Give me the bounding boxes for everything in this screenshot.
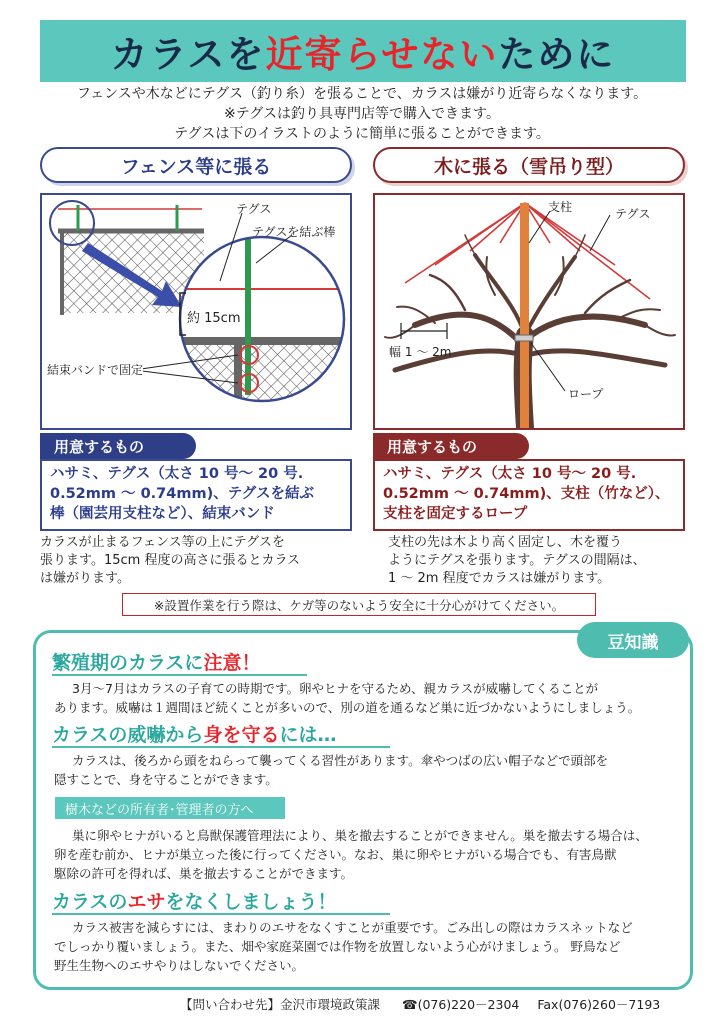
fence-item-line: 0.52mm ～ 0.74mm)、テグスを結ぶ	[50, 486, 314, 502]
contact-tel: ☎(076)220－2304	[402, 997, 520, 1012]
contact-fax: Fax(076)260－7193	[537, 997, 661, 1012]
para-line: 駆除の許可を得れば、巣を撤去することができます。	[54, 866, 354, 881]
para-line: 3月～7月はカラスの子育ての時期です。卵やヒナを守るため、親カラスが威嚇してくることが	[72, 681, 599, 696]
safety-note: ※設置作業を行う際は、ケガ等のないよう安全に十分心がけてください。	[122, 593, 596, 616]
owner-text	[54, 826, 684, 883]
label-width: 幅 1 ～ 2m	[389, 345, 452, 359]
tree-diagram	[375, 195, 683, 428]
tree-desc-line: 支柱の先は木より高く固定し、木を覆う	[388, 535, 623, 550]
fence-header: フェンス等に張る	[40, 147, 352, 183]
underline	[52, 674, 307, 676]
tips-badge: 豆知識	[577, 622, 689, 658]
para-line: 野生生物へのエサやりはしないでください。	[54, 958, 305, 973]
intro-line-1: フェンスや木などにテグス（釣り糸）を張ることで、カラスは嫌がり近寄らなくなります。	[76, 86, 648, 102]
footer-contact	[180, 995, 700, 1013]
fence-description	[40, 534, 356, 588]
tree-item-line: 支柱を固定するロープ	[383, 506, 528, 522]
para-line: でしっかり覆いましょう。また、畑や家庭菜園では作物を放置しないよう心がけましょう。 野鳥など	[54, 939, 621, 954]
label-tie-pole: テグスを結ぶ棒	[252, 225, 336, 239]
section-title-part: エサ	[127, 891, 166, 913]
para-line: カラス被害を減らすには、まわりのエサをなくすことが重要です。ごみ出しの際はカラスネットなど	[72, 920, 633, 935]
fence-item-line: 棒（園芸用支柱など）、結束バンド	[50, 506, 275, 522]
tree-description	[388, 534, 686, 588]
intro-line-2: ※テグスは釣り具専門店等で購入できます。	[224, 106, 500, 122]
label-height: 約 15cm	[187, 311, 241, 326]
tree-prep-label: 用意するもの	[373, 433, 529, 459]
section-title-part: カラスの	[52, 891, 128, 913]
rope-wrap	[515, 335, 533, 341]
section-title-part: には…	[279, 724, 337, 746]
label-band: 結束バンドで固定	[47, 363, 144, 377]
owner-label: 樹木などの所有者･管理者の方へ	[55, 797, 285, 819]
para-line: あります。威嚇は１週間ほど続くことが多いので、別の道を通るなど巣に近づかないようにしましょう。	[54, 700, 641, 715]
section-title-part: 注意！	[203, 652, 261, 674]
contact-dept: 【問い合わせ先】金沢市環境政策課	[180, 997, 381, 1012]
fence-desc-line: カラスが止まるフェンス等の上にテグスを	[40, 535, 285, 550]
para-line: カラスは、後ろから頭をねらって襲ってくる習性があります。傘やつばの広い帽子などで頭部を	[72, 753, 609, 768]
section-breeding-text	[54, 679, 684, 717]
tree-item-line: 0.52mm ～ 0.74mm)、支柱（竹など）、	[383, 486, 670, 502]
tree-header: 木に張る（雪吊り型）	[373, 147, 685, 183]
para-line: 巣に卵やヒナがいると鳥獣保護管理法により、巣を撤去することができません。巣を撤去する場合は、	[72, 828, 648, 843]
title-part-3: ために	[498, 33, 616, 76]
tree-desc-line: 1 ～ 2m 程度でカラスは嫌がります。	[388, 571, 611, 586]
tree-desc-line: ようにテグスを張ります。テグスの間隔は、	[388, 553, 646, 568]
fence-desc-line: 張ります。15cm 程度の高さに張るとカラス	[40, 553, 301, 568]
tree-illustration	[373, 193, 685, 430]
zoomed-fence-mesh	[172, 345, 350, 428]
section-breeding-title	[52, 648, 260, 675]
underline	[52, 913, 390, 915]
section-title-part: カラスの威嚇から	[52, 724, 204, 746]
title-part-2: 近寄らせない	[265, 33, 499, 76]
fence-desc-line: は嫌がります。	[40, 571, 130, 586]
fence-items	[40, 459, 352, 531]
tree-items	[373, 459, 685, 531]
tree-item-line: ハサミ、テグス（太さ 10 号～ 20 号.	[383, 466, 637, 482]
support-pole	[520, 203, 529, 428]
para-line: 卵を産む前か、ヒナが巣立った後に行ってください。なお、巣に卵やヒナがいる場合でも、有害鳥獣	[54, 847, 617, 862]
intro-line-3: テグスは下のイラストのように簡単に張ることができます。	[174, 126, 550, 142]
fence-prep-label: 用意するもの	[40, 433, 196, 459]
section-food-title	[52, 887, 336, 914]
section-food-text	[54, 918, 684, 975]
fence-illustration	[40, 193, 352, 430]
page-title	[111, 24, 616, 78]
title-part-1: カラスを	[110, 33, 266, 76]
section-protect-title	[52, 720, 336, 747]
section-title-part: をなくしましょう！	[165, 891, 337, 913]
label-tegusu: テグス	[236, 202, 272, 216]
para-line: 隠すことで、身を守ることができます。	[54, 772, 278, 787]
label-tegusu-tree: テグス	[615, 207, 651, 221]
label-rope: ロープ	[568, 387, 604, 401]
section-protect-text	[54, 751, 684, 789]
section-title-part: 身を守る	[203, 724, 280, 746]
underline	[52, 746, 390, 748]
section-title-part: 繁殖期のカラスに	[52, 652, 204, 674]
title-banner	[40, 20, 686, 82]
fence-item-line: ハサミ、テグス（太さ 10 号～ 20 号.	[50, 466, 304, 482]
label-pole: 支柱	[548, 200, 573, 214]
